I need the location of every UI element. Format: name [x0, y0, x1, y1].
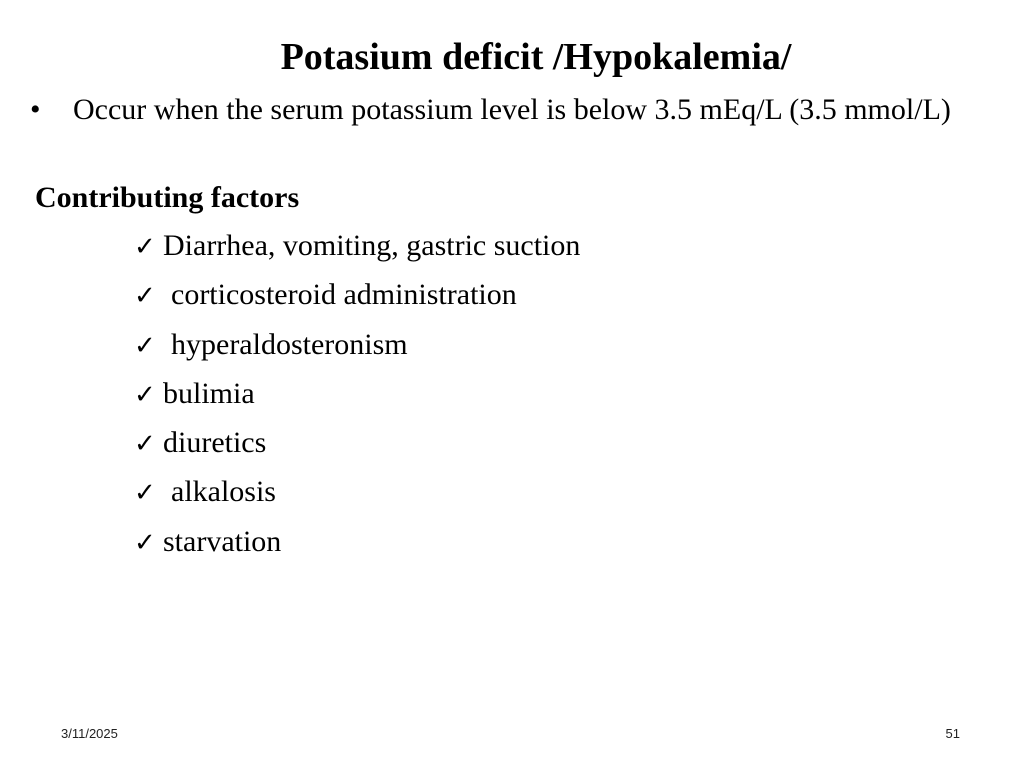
factor-label: Diarrhea, vomiting, gastric suction	[163, 229, 581, 262]
checkmark-icon: ✓	[134, 379, 156, 410]
list-item	[134, 374, 580, 423]
slide-title: Potasium deficit /Hypokalemia/	[280, 36, 792, 78]
list-item	[134, 472, 580, 521]
list-item	[134, 226, 580, 275]
factor-checklist	[134, 226, 580, 571]
factor-label: hyperaldosteronism	[171, 327, 408, 361]
bullet-marker: •	[30, 93, 41, 126]
footer-date: 3/11/2025	[61, 726, 118, 741]
factor-label: bulimia	[163, 376, 255, 410]
checkmark-icon: ✓	[134, 232, 156, 262]
checkmark-icon: ✓	[134, 527, 156, 558]
factor-label: corticosteroid administration	[171, 278, 517, 312]
factor-label: diuretics	[163, 426, 267, 460]
list-item	[134, 423, 580, 472]
checkmark-icon: ✓	[134, 330, 156, 361]
list-item	[134, 522, 580, 571]
page-number: 51	[945, 726, 960, 741]
bullet-text: Occur when the serum potassium level is below 3.5 mEq/L (3.5 mmol/L)	[73, 93, 951, 126]
list-item	[134, 275, 580, 324]
list-item	[134, 325, 580, 374]
checkmark-icon: ✓	[134, 281, 156, 312]
checkmark-icon: ✓	[134, 429, 156, 460]
section-heading: Contributing factors	[35, 181, 300, 214]
checkmark-icon: ✓	[134, 478, 156, 509]
factor-label: starvation	[163, 524, 282, 558]
factor-label: alkalosis	[171, 475, 276, 509]
